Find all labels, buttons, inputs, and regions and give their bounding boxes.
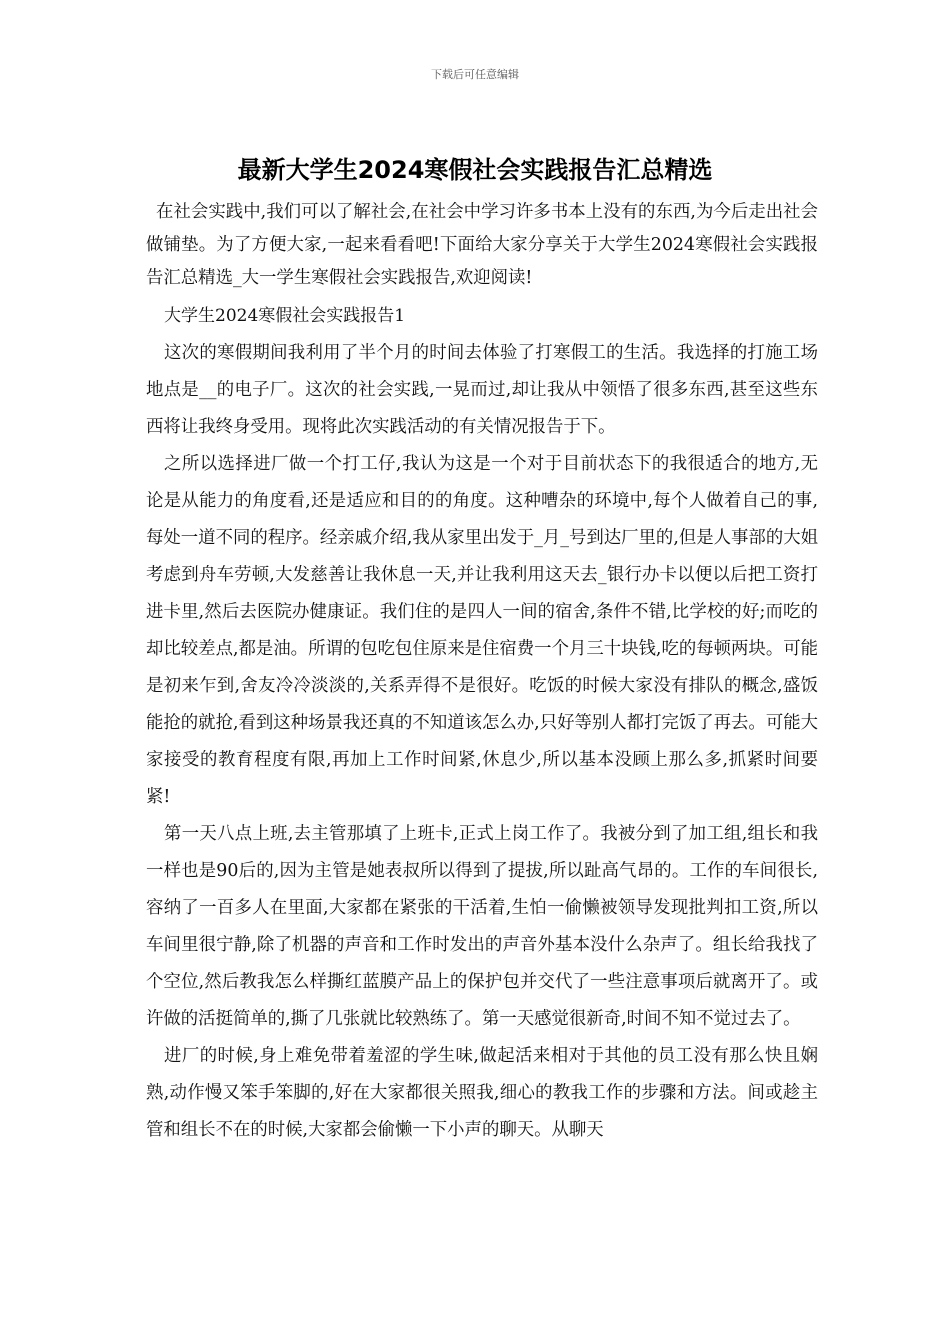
body-paragraph: 第一天八点上班,去主管那填了上班卡,正式上岗工作了。我被分到了加工组,组长和我一样也是90后的,因为主管是她表叔所以得到了提拔,所以趾高气昂的。工作的车间很长,容纳了一百多人在里面,大家都在紧张的干活着,生怕一偷懒被领导发现批判扣工资,所以车间里很宁静,除了机器的声音和工作时发出的声音外基本没什么杂声了。组长给我找了个空位,然后教我怎么样撕红蓝膜产品上的保护包并交代了一些注意事项后就离开了。或许做的活挺简单的,撕了几张就比较熟练了。第一天感觉很新奇,时间不知不觉过去了。 xyxy=(146,824,818,1029)
document-body xyxy=(146,196,818,1149)
section-heading: 大学生2024寒假社会实践报告1 xyxy=(164,306,406,326)
document-title: 最新大学生2024寒假社会实践报告汇总精选 xyxy=(237,156,713,184)
body-paragraph: 进厂的时候,身上难免带着羞涩的学生味,做起活来相对于其他的员工没有那么快且娴熟,动作慢又笨手笨脚的,好在大家都很关照我,细心的教我工作的步骤和方法。间或趁主管和组长不在的时候,大家都会偷懒一下小声的聊天。从聊天 xyxy=(146,1046,818,1140)
body-paragraph: 这次的寒假期间我利用了半个月的时间去体验了打寒假工的生活。我选择的打施工场地点是__的电子厂。这次的社会实践,一晃而过,却让我从中领悟了很多东西,甚至这些东西将让我终身受用。现将此次实践活动的有关情况报告于下。 xyxy=(146,343,818,437)
intro-paragraph: 在社会实践中,我们可以了解社会,在社会中学习许多书本上没有的东西,为今后走出社会做铺垫。为了方便大家,一起来看看吧!下面给大家分享关于大学生2024寒假社会实践报告汇总精选_大一学生寒假社会实践报告,欢迎阅读! xyxy=(146,202,818,288)
page-header-note: 下载后可任意编辑 xyxy=(431,68,519,81)
body-paragraph: 之所以选择进厂做一个打工仔,我认为这是一个对于目前状态下的我很适合的地方,无论是从能力的角度看,还是适应和目的的角度。这种嘈杂的环境中,每个人做着自己的事,每处一道不同的程序。经亲戚介绍,我从家里出发于_月_号到达厂里的,但是人事部的大姐考虑到舟车劳顿,大发慈善让我休息一天,并让我利用这天去_银行办卡以便以后把工资打进卡里,然后去医院办健康证。我们住的是四人一间的宿舍,条件不错,比学校的好;而吃的却比较差点,都是油。所谓的包吃包住原来是住宿费一个月三十块钱,吃的每顿两块。可能是初来乍到,舍友冷冷淡淡的,关系弄得不是很好。吃饭的时候大家没有排队的概念,盛饭能抢的就抢,看到这种场景我还真的不知道该怎么办,只好等别人都打完饭了再去。可能大家接受的教育程度有限,再加上工作时间紧,休息少,所以基本没顾上那么多,抓紧时间要紧! xyxy=(146,454,818,807)
